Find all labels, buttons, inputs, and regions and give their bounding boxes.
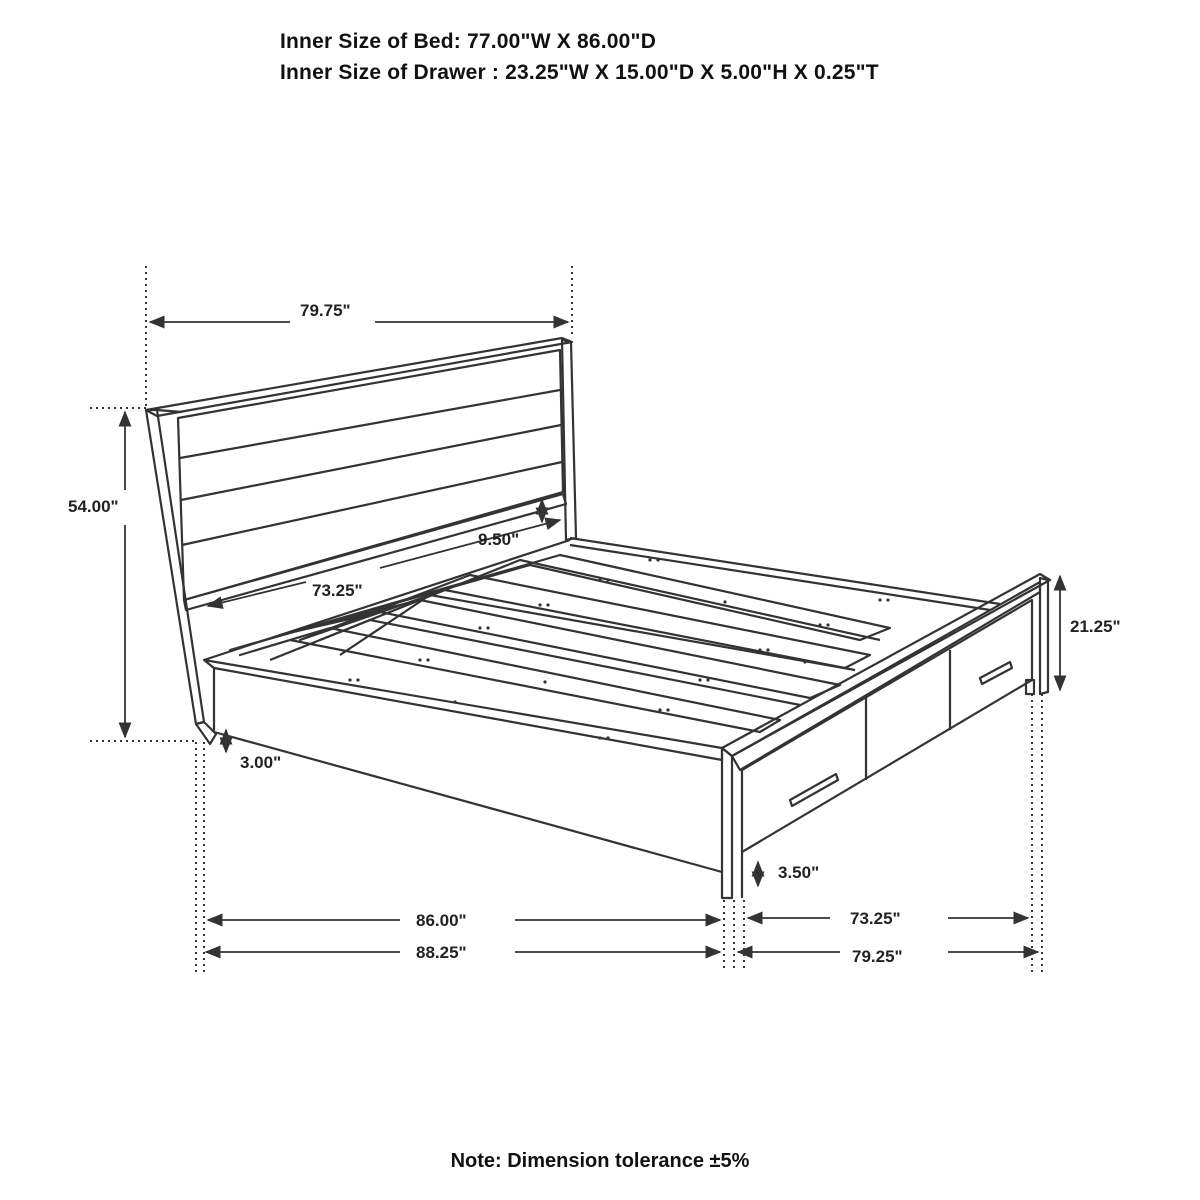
dim-headboard-width: 79.75" — [300, 301, 351, 320]
tolerance-note: Note: Dimension tolerance ±5% — [450, 1150, 750, 1172]
dimension-lines — [90, 266, 1060, 972]
dim-foot-clearance: 3.50" — [778, 863, 820, 882]
dim-overall-height: 54.00" — [68, 497, 119, 516]
dim-foot-overall-width: 79.25" — [852, 947, 903, 966]
bed-outline — [146, 338, 1050, 898]
dim-inner-width: 73.25" — [312, 581, 363, 600]
dim-overall-length: 88.25" — [416, 943, 467, 962]
dimension-labels — [68, 301, 1121, 966]
drawer-inner-size: Inner Size of Drawer : 23.25"W X 15.00"D X 5.00"H X 0.25"T — [280, 61, 879, 84]
dim-inner-length: 86.00" — [416, 911, 467, 930]
dim-foot-inner-width: 73.25" — [850, 909, 901, 928]
dim-rail-height: 9.50" — [478, 530, 520, 549]
bed-inner-size: Inner Size of Bed: 77.00"W X 86.00"D — [280, 30, 657, 53]
dim-clearance: 3.00" — [240, 753, 282, 772]
dim-footboard-height: 21.25" — [1070, 617, 1121, 636]
